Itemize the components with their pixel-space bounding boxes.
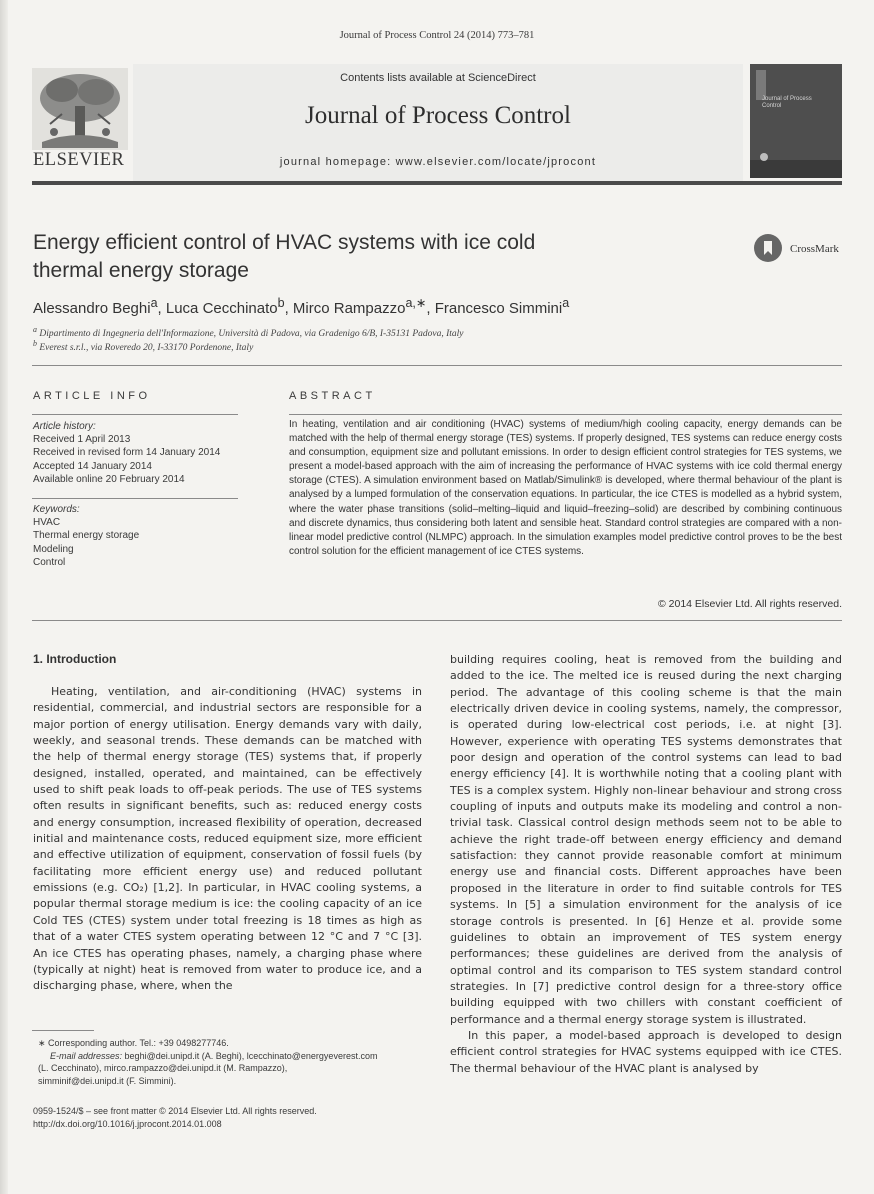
contents-line: Contents lists available at ScienceDirect bbox=[340, 72, 536, 84]
journal-name: Journal of Process Control bbox=[305, 102, 571, 129]
intro-paragraph: In this paper, a model-based approach is developed to design efficient control strategies for HVAC systems equipped with ice CTES. The thermal behaviour of the HVAC plant is analysed by bbox=[450, 1028, 842, 1075]
abstract-copyright: © 2014 Elsevier Ltd. All rights reserved. bbox=[658, 598, 842, 610]
doi-link[interactable]: http://dx.doi.org/10.1016/j.jprocont.2014.01.008 bbox=[33, 1119, 222, 1129]
crossmark-label[interactable]: CrossMark bbox=[790, 243, 839, 255]
affiliation-b: $^b$ Everest s.r.l., via Roveredo 20, I-33170 Pordenone, Italy bbox=[33, 339, 254, 354]
header-rule bbox=[32, 181, 842, 185]
abstract-text: In heating, ventilation and air conditioning (HVAC) systems of medium/high cooling capacity, energy demands can be matched with the help of thermal energy storage (TES) systems. If properly designed, TES systems can reduce energy costs and consumption, equipment size and pollutant emissions. In order to design efficient control strategies for TES systems, we present a model-based approach with the aim of increasing the performance of HVAC systems with ice cold thermal energy storage (CTES). A simulation environment based on Matlab/Simulink® is developed, where thermal behaviour of the plant is analysed by a lumped formulation of the conservation equations. In particular, the ice CTES is modelled as a hybrid system, where the water phase transitions (solid–melting–liquid and liquid–freezing–solid) are described by combining continuous and discrete dynamics, thus considering both latent and sensible heat. Standard control strategies are compared with a non-linear model predictive control (NLMPC) approach. In the simulation examples model predictive control proves to be the best control solution for the efficient management of ice CTES systems. bbox=[289, 419, 842, 557]
author-name[interactable]: Alessandro Beghi bbox=[33, 300, 151, 317]
article-info-heading: ARTICLE INFO bbox=[33, 390, 151, 402]
affiliation-marker: a,∗ bbox=[405, 296, 427, 310]
keyword: Thermal energy storage bbox=[33, 530, 140, 542]
email-link[interactable]: (L. Cecchinato), mirco.rampazzo@dei.unipd.it (M. Rampazzo), bbox=[38, 1063, 288, 1073]
history-item: Received in revised form 14 January 2014 bbox=[33, 447, 221, 459]
corresponding-author-note: ∗ Corresponding author. Tel.: +39 0498277746. E-mail addresses: beghi@dei.unipd.it (A. Beghi), lcecchinato@energyeverest.com (L. Cecchinato), mirco.rampazzo@dei.unipd.it (M. Rampazzo), simminif@dei.unipd.it (F. Simmini). bbox=[38, 1037, 428, 1087]
affiliation-marker: b bbox=[277, 296, 285, 310]
footnote-rule bbox=[32, 1030, 94, 1031]
publisher-name: ELSEVIER bbox=[33, 150, 125, 170]
scan-edge bbox=[0, 0, 8, 1194]
divider bbox=[32, 365, 842, 366]
email-link[interactable]: beghi@dei.unipd.it (A. Beghi), lcecchinato@energyeverest.com bbox=[124, 1050, 378, 1061]
intro-paragraph: building requires cooling, heat is removed from the building and added to the ice. The melted ice is reused during the next charging period. The advantage of this cooling scheme is that the main electrically driven device in cooling systems, namely, the compressor, is operated during low-electrical cost periods, i.e. at night [3]. However, experience with operating TES systems demonstrates that poor design and operation of the control systems can lead to bad energy efficiency [4]. It is worthwhile noting that a cooling plant with TES is a complex system. Highly non-linear behaviour and strong cross coupling of inputs and outputs make its modeling and control a non-trivial task. Classical control design methods seem not to be able to achieve the right trade-off between energy efficiency and demand satisfaction: they cannot provide reasonable comfort at minimum energy use and financial costs. Different approaches have been proposed in the literature in order to find suitable controls for TES systems. In [5] a simulation environment for the analysis of ice storage controls is presented. In [6] Henze et al. provide some guidelines to obtain an improvement of TES system energy performances; these guidelines are derived from the analysis of optimal control and its comparison to TES system standard control strategies. In [7] predictive control design for a three-story office building equipped with two chillers with constant coefficient of performance and a thermal energy storage system is illustrated. bbox=[450, 653, 842, 1026]
divider bbox=[32, 620, 842, 621]
paper-title bbox=[33, 229, 683, 285]
title-line-2: thermal energy storage bbox=[33, 259, 249, 282]
journal-cover-thumbnail bbox=[750, 64, 842, 178]
abstract-heading: ABSTRACT bbox=[289, 390, 376, 402]
affiliation-marker: a bbox=[150, 296, 158, 310]
history-item: Accepted 14 January 2014 bbox=[33, 460, 152, 472]
divider bbox=[289, 414, 842, 415]
crossmark-ribbon-icon bbox=[759, 239, 777, 257]
journal-reference: Journal of Process Control 24 (2014) 773–781 bbox=[339, 30, 535, 41]
intro-column-right bbox=[450, 652, 842, 1077]
keyword: Modeling bbox=[33, 543, 74, 555]
keywords: Keywords: HVAC Thermal energy storage Modeling Control bbox=[33, 503, 273, 569]
history-item: Received 1 April 2013 bbox=[33, 434, 131, 446]
keyword: Control bbox=[33, 556, 66, 568]
keyword: HVAC bbox=[33, 517, 61, 529]
intro-paragraph-left: Heating, ventilation, and air-conditioning (HVAC) systems in residential, commercial, and industrial sectors are responsible for a major portion of energy utilisation. Energy demands vary with daily, weekly, and seasonal trends. These demands can be matched with the help of thermal energy storage (TES) systems that, if properly designed, installed, operated, and maintained, can be effectively used to shift peak loads to off-peak periods. The use of TES systems often results in significant benefits, such as: reduced energy costs and energy consumption, increased flexibility of operation, decreased initial and maintenance costs, reduced equipment size, more efficient and effective utilization of equipment, conservation of fossil fuels (by facilitating more efficient energy use) and reduced pollutant emissions (e.g. CO₂) [1,2]. In particular, in HVAC cooling systems, a popular thermal storage medium is ice: the cooling capacity of an ice Cold TES (CTES) system under total freezing is 18 times as high as that of a water CTES system operating between 12 °C and 7 °C [3]. An ice CTES has operating phases, namely, a charging phase where (typically at night) heat is removed from water to produce ice, and a discharging phase, where, when the bbox=[33, 685, 422, 993]
section-heading: 1. Introduction bbox=[33, 652, 117, 666]
author-name[interactable]: Luca Cecchinato bbox=[165, 300, 278, 317]
history-item: Available online 20 February 2014 bbox=[33, 473, 185, 485]
journal-homepage[interactable]: journal homepage: www.elsevier.com/locate/jprocont bbox=[279, 156, 597, 168]
divider bbox=[32, 414, 238, 415]
affiliation-a: $^a$ Dipartimento di Ingegneria dell'Informazione, Università di Padova, via Gradenigo 6/B, I-35131 Padova, Italy bbox=[33, 325, 464, 340]
issn-line: 0959-1524/$ – see front matter © 2014 Elsevier Ltd. All rights reserved. bbox=[33, 1106, 317, 1116]
author-name[interactable]: Mirco Rampazzo bbox=[292, 300, 406, 317]
article-history: Article history: Received 1 April 2013 Received in revised form 14 January 2014 Accepted 14 January 2014 Available online 20 February 2014 bbox=[33, 420, 273, 486]
title-line-1: Energy efficient control of HVAC systems with ice cold bbox=[33, 231, 536, 254]
email-link[interactable]: simminif@dei.unipd.it (F. Simmini). bbox=[38, 1075, 177, 1086]
cover-title: Journal of Process Control bbox=[762, 96, 812, 109]
author-list: Alessandro Beghi$^a$, Luca Cecchinato$^b$, Mirco Rampazzo$^{a,∗}$, Francesco Simmini$^a$ bbox=[33, 296, 570, 317]
divider bbox=[32, 498, 238, 499]
affiliation-marker: a bbox=[562, 296, 570, 310]
author-name[interactable]: Francesco Simmini bbox=[434, 300, 563, 317]
